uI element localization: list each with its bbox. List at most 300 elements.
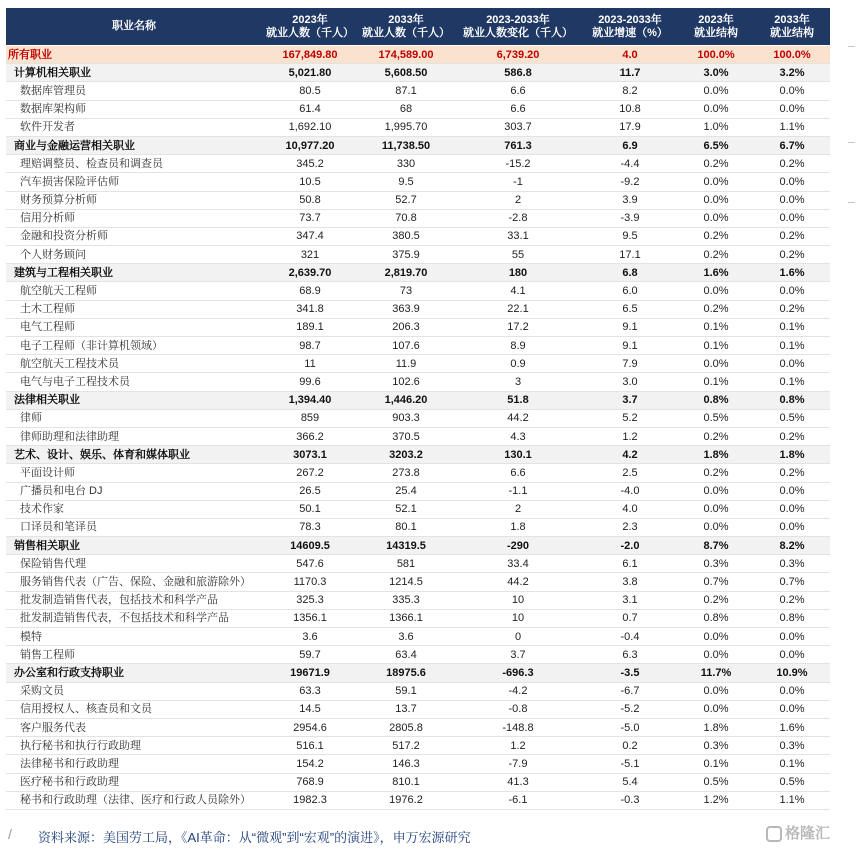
employment-growth-cell: 5.4: [582, 773, 678, 791]
employment-change-cell: 1.8: [454, 518, 582, 536]
employment-2023-cell: 154.2: [262, 755, 358, 773]
structure-2023-cell: 1.2%: [678, 791, 754, 809]
occupation-name-cell: 服务销售代表（广告、保险、金融和旅游除外）: [6, 573, 262, 591]
employment-2023-cell: 3073.1: [262, 446, 358, 464]
structure-2023-cell: 1.8%: [678, 446, 754, 464]
employment-growth-cell: 17.1: [582, 246, 678, 264]
employment-change-cell: 4.1: [454, 282, 582, 300]
structure-2033-cell: 1.6%: [754, 718, 830, 736]
occupation-name-cell: 理赔调整员、检查员和调查员: [6, 155, 262, 173]
structure-2033-cell: 1.8%: [754, 446, 830, 464]
structure-2023-cell: 0.2%: [678, 427, 754, 445]
employment-2023-cell: 99.6: [262, 373, 358, 391]
employment-2033-cell: 73: [358, 282, 454, 300]
edge-mark: /: [8, 826, 12, 842]
employment-2033-cell: 80.1: [358, 518, 454, 536]
occupation-name-cell: 软件开发者: [6, 118, 262, 136]
structure-2033-cell: 0.2%: [754, 227, 830, 245]
occupation-row: [6, 482, 830, 500]
employment-2033-cell: 1,446.20: [358, 391, 454, 409]
employment-2033-cell: 11,738.50: [358, 136, 454, 154]
employment-change-cell: -290: [454, 537, 582, 555]
occupation-row: [6, 82, 830, 100]
occupation-name-cell: 个人财务顾问: [6, 246, 262, 264]
employment-growth-cell: -2.0: [582, 537, 678, 555]
occupation-name-cell: 航空航天工程师: [6, 282, 262, 300]
employment-change-cell: -2.8: [454, 209, 582, 227]
employment-2023-cell: 1356.1: [262, 609, 358, 627]
occupation-row: [6, 427, 830, 445]
employment-2033-cell: 1366.1: [358, 609, 454, 627]
structure-2033-cell: 0.0%: [754, 191, 830, 209]
employment-growth-cell: 6.3: [582, 646, 678, 664]
employment-growth-cell: 3.0: [582, 373, 678, 391]
structure-2023-cell: 0.1%: [678, 337, 754, 355]
employment-2033-cell: 363.9: [358, 300, 454, 318]
occupation-name-cell: 所有职业: [6, 46, 262, 64]
structure-2023-cell: 0.8%: [678, 391, 754, 409]
occupation-name-cell: 电气与电子工程技术员: [6, 373, 262, 391]
category-row: [6, 391, 830, 409]
employment-growth-cell: -5.1: [582, 755, 678, 773]
employment-growth-cell: -0.3: [582, 791, 678, 809]
structure-2023-cell: 0.2%: [678, 464, 754, 482]
employment-2023-cell: 19671.9: [262, 664, 358, 682]
occupation-row: [6, 773, 830, 791]
employment-change-cell: 761.3: [454, 136, 582, 154]
employment-2023-cell: 68.9: [262, 282, 358, 300]
occupation-name-cell: 电子工程师（非计算机领域）: [6, 337, 262, 355]
occupation-name-cell: 平面设计师: [6, 464, 262, 482]
employment-2033-cell: 3.6: [358, 628, 454, 646]
employment-2033-cell: 1976.2: [358, 791, 454, 809]
employment-2023-cell: 26.5: [262, 482, 358, 500]
structure-2023-cell: 0.2%: [678, 591, 754, 609]
structure-2023-cell: 1.0%: [678, 118, 754, 136]
employment-2033-cell: 18975.6: [358, 664, 454, 682]
occupation-row: [6, 609, 830, 627]
structure-2023-cell: 8.7%: [678, 537, 754, 555]
employment-2023-cell: 1,394.40: [262, 391, 358, 409]
table-body: [6, 46, 830, 810]
structure-2023-cell: 0.0%: [678, 173, 754, 191]
structure-2033-cell: 0.0%: [754, 682, 830, 700]
structure-2033-cell: 0.2%: [754, 427, 830, 445]
structure-2033-cell: 1.1%: [754, 118, 830, 136]
structure-2023-cell: 0.0%: [678, 646, 754, 664]
employment-growth-cell: -3.9: [582, 209, 678, 227]
occupation-name-cell: 模特: [6, 628, 262, 646]
employment-2033-cell: 63.4: [358, 646, 454, 664]
employment-2023-cell: 167,849.80: [262, 46, 358, 64]
structure-2023-cell: 1.6%: [678, 264, 754, 282]
structure-2023-cell: 0.2%: [678, 227, 754, 245]
occupation-name-cell: 数据库架构师: [6, 100, 262, 118]
occupation-name-cell: 客户服务代表: [6, 718, 262, 736]
structure-2023-cell: 0.2%: [678, 155, 754, 173]
structure-2033-cell: 0.8%: [754, 609, 830, 627]
occupation-row: [6, 209, 830, 227]
occupation-row: [6, 500, 830, 518]
employment-change-cell: 6.6: [454, 464, 582, 482]
employment-growth-cell: 10.8: [582, 100, 678, 118]
employment-2023-cell: 859: [262, 409, 358, 427]
structure-2023-cell: 0.0%: [678, 82, 754, 100]
structure-2023-cell: 0.1%: [678, 755, 754, 773]
occupation-name-cell: 批发制造销售代表，包括技术和科学产品: [6, 591, 262, 609]
structure-2033-cell: 0.0%: [754, 646, 830, 664]
employment-change-cell: -148.8: [454, 718, 582, 736]
occupation-row: [6, 373, 830, 391]
watermark-logo-icon: [766, 826, 782, 842]
employment-change-cell: 22.1: [454, 300, 582, 318]
employment-2023-cell: 516.1: [262, 737, 358, 755]
employment-change-cell: 8.9: [454, 337, 582, 355]
employment-2023-cell: 2954.6: [262, 718, 358, 736]
structure-2033-cell: 0.0%: [754, 482, 830, 500]
occupation-name-cell: 批发制造销售代表，不包括技术和科学产品: [6, 609, 262, 627]
structure-2033-cell: 0.0%: [754, 282, 830, 300]
employment-2033-cell: 14319.5: [358, 537, 454, 555]
employment-change-cell: 2: [454, 500, 582, 518]
occupation-name-cell: 金融和投资分析师: [6, 227, 262, 245]
employment-growth-cell: 5.2: [582, 409, 678, 427]
occupation-row: [6, 155, 830, 173]
header-2033-structure: 2033年 就业结构: [754, 8, 830, 46]
employment-growth-cell: 4.0: [582, 500, 678, 518]
structure-2033-cell: 8.2%: [754, 537, 830, 555]
employment-2033-cell: 102.6: [358, 373, 454, 391]
occupation-name-cell: 信用分析师: [6, 209, 262, 227]
employment-2033-cell: 273.8: [358, 464, 454, 482]
employment-change-cell: 41.3: [454, 773, 582, 791]
structure-2033-cell: 0.8%: [754, 391, 830, 409]
structure-2023-cell: 0.1%: [678, 318, 754, 336]
employment-2023-cell: 59.7: [262, 646, 358, 664]
employment-change-cell: 55: [454, 246, 582, 264]
structure-2023-cell: 0.1%: [678, 373, 754, 391]
employment-growth-cell: 7.9: [582, 355, 678, 373]
employment-2033-cell: 107.6: [358, 337, 454, 355]
structure-2033-cell: 0.0%: [754, 173, 830, 191]
structure-2023-cell: 0.0%: [678, 518, 754, 536]
structure-2033-cell: 100.0%: [754, 46, 830, 64]
employment-change-cell: 3: [454, 373, 582, 391]
category-row: [6, 136, 830, 154]
employment-change-cell: -1: [454, 173, 582, 191]
employment-growth-cell: 11.7: [582, 64, 678, 82]
employment-2033-cell: 2805.8: [358, 718, 454, 736]
employment-2033-cell: 68: [358, 100, 454, 118]
occupation-name-cell: 数据库管理员: [6, 82, 262, 100]
employment-change-cell: 44.2: [454, 409, 582, 427]
employment-2023-cell: 10,977.20: [262, 136, 358, 154]
employment-growth-cell: 3.7: [582, 391, 678, 409]
structure-2033-cell: 0.3%: [754, 555, 830, 573]
employment-2023-cell: 1170.3: [262, 573, 358, 591]
structure-2023-cell: 0.0%: [678, 282, 754, 300]
occupation-row: [6, 118, 830, 136]
employment-2023-cell: 11: [262, 355, 358, 373]
occupation-name-cell: 土木工程师: [6, 300, 262, 318]
structure-2023-cell: 0.7%: [678, 573, 754, 591]
employment-change-cell: -7.9: [454, 755, 582, 773]
employment-growth-cell: 4.2: [582, 446, 678, 464]
employment-growth-cell: 6.1: [582, 555, 678, 573]
employment-change-cell: 303.7: [454, 118, 582, 136]
structure-2033-cell: 0.0%: [754, 628, 830, 646]
occupation-row: [6, 282, 830, 300]
structure-2023-cell: 0.0%: [678, 628, 754, 646]
employment-growth-cell: -0.4: [582, 628, 678, 646]
occupation-name-cell: 广播员和电台 DJ: [6, 482, 262, 500]
occupation-row: [6, 628, 830, 646]
structure-2023-cell: 0.0%: [678, 682, 754, 700]
employment-growth-cell: 9.1: [582, 318, 678, 336]
structure-2023-cell: 0.0%: [678, 500, 754, 518]
employment-change-cell: 0: [454, 628, 582, 646]
employment-2023-cell: 14609.5: [262, 537, 358, 555]
occupation-row: [6, 555, 830, 573]
structure-2033-cell: 1.1%: [754, 791, 830, 809]
employment-2033-cell: 25.4: [358, 482, 454, 500]
occupation-name-cell: 销售工程师: [6, 646, 262, 664]
structure-2023-cell: 6.5%: [678, 136, 754, 154]
occupation-row: [6, 318, 830, 336]
structure-2033-cell: 0.0%: [754, 500, 830, 518]
structure-2023-cell: 0.0%: [678, 191, 754, 209]
employment-change-cell: 6.6: [454, 82, 582, 100]
structure-2023-cell: 0.0%: [678, 700, 754, 718]
structure-2033-cell: 6.7%: [754, 136, 830, 154]
employment-growth-cell: -5.0: [582, 718, 678, 736]
category-row: [6, 664, 830, 682]
employment-growth-cell: -3.5: [582, 664, 678, 682]
structure-2033-cell: 3.2%: [754, 64, 830, 82]
employment-2033-cell: 1214.5: [358, 573, 454, 591]
structure-2023-cell: 0.0%: [678, 482, 754, 500]
employment-2033-cell: 330: [358, 155, 454, 173]
structure-2033-cell: 0.1%: [754, 373, 830, 391]
structure-2033-cell: 1.6%: [754, 264, 830, 282]
employment-2023-cell: 63.3: [262, 682, 358, 700]
structure-2033-cell: 0.0%: [754, 82, 830, 100]
employment-growth-cell: 3.9: [582, 191, 678, 209]
employment-2023-cell: 345.2: [262, 155, 358, 173]
employment-2023-cell: 78.3: [262, 518, 358, 536]
occupation-row: [6, 191, 830, 209]
structure-2023-cell: 0.3%: [678, 737, 754, 755]
employment-2033-cell: 810.1: [358, 773, 454, 791]
employment-2033-cell: 335.3: [358, 591, 454, 609]
employment-growth-cell: 6.8: [582, 264, 678, 282]
structure-2023-cell: 0.0%: [678, 100, 754, 118]
occupation-name-cell: 艺术、设计、娱乐、体育和媒体职业: [6, 446, 262, 464]
occupation-row: [6, 100, 830, 118]
occupation-name-cell: 销售相关职业: [6, 537, 262, 555]
structure-2033-cell: 0.0%: [754, 209, 830, 227]
employment-2033-cell: 2,819.70: [358, 264, 454, 282]
edge-mark: ¯: [848, 200, 855, 214]
structure-2033-cell: 0.0%: [754, 355, 830, 373]
employment-change-cell: 2: [454, 191, 582, 209]
structure-2023-cell: 100.0%: [678, 46, 754, 64]
occupation-name-cell: 财务预算分析师: [6, 191, 262, 209]
employment-change-cell: 33.4: [454, 555, 582, 573]
structure-2033-cell: 0.2%: [754, 155, 830, 173]
table-header: [6, 8, 830, 46]
edge-mark: ¯: [848, 44, 855, 58]
occupation-row: [6, 646, 830, 664]
employment-change-cell: 130.1: [454, 446, 582, 464]
employment-growth-cell: 1.2: [582, 427, 678, 445]
header-2023-structure: 2023年 就业结构: [678, 8, 754, 46]
occupation-name-cell: 律师助理和法律助理: [6, 427, 262, 445]
employment-2033-cell: 87.1: [358, 82, 454, 100]
employment-2023-cell: 267.2: [262, 464, 358, 482]
employment-2023-cell: 3.6: [262, 628, 358, 646]
employment-growth-cell: 3.8: [582, 573, 678, 591]
employment-2023-cell: 1,692.10: [262, 118, 358, 136]
category-row: [6, 446, 830, 464]
structure-2033-cell: 0.5%: [754, 773, 830, 791]
structure-2033-cell: 10.9%: [754, 664, 830, 682]
employment-growth-cell: -5.2: [582, 700, 678, 718]
occupation-row: [6, 591, 830, 609]
edge-mark: ¯: [848, 140, 855, 154]
employment-2033-cell: 375.9: [358, 246, 454, 264]
employment-change-cell: -15.2: [454, 155, 582, 173]
employment-change-cell: -696.3: [454, 664, 582, 682]
occupation-row: [6, 737, 830, 755]
category-row: [6, 264, 830, 282]
employment-growth-cell: 6.9: [582, 136, 678, 154]
employment-2023-cell: 73.7: [262, 209, 358, 227]
occupation-name-cell: 商业与金融运营相关职业: [6, 136, 262, 154]
total-row: [6, 46, 830, 64]
employment-2033-cell: 1,995.70: [358, 118, 454, 136]
employment-growth-cell: 3.1: [582, 591, 678, 609]
employment-change-cell: 4.3: [454, 427, 582, 445]
employment-change-cell: 1.2: [454, 737, 582, 755]
occupation-name-cell: 电气工程师: [6, 318, 262, 336]
employment-2033-cell: 13.7: [358, 700, 454, 718]
structure-2033-cell: 0.2%: [754, 591, 830, 609]
employment-2033-cell: 206.3: [358, 318, 454, 336]
occupation-name-cell: 法律相关职业: [6, 391, 262, 409]
employment-2033-cell: 59.1: [358, 682, 454, 700]
employment-growth-cell: -4.0: [582, 482, 678, 500]
employment-2023-cell: 547.6: [262, 555, 358, 573]
employment-growth-cell: -6.7: [582, 682, 678, 700]
employment-change-cell: -1.1: [454, 482, 582, 500]
employment-growth-cell: 8.2: [582, 82, 678, 100]
structure-2033-cell: 0.1%: [754, 318, 830, 336]
occupation-name-cell: 办公室和行政支持职业: [6, 664, 262, 682]
employment-2033-cell: 52.1: [358, 500, 454, 518]
employment-2023-cell: 366.2: [262, 427, 358, 445]
occupation-name-cell: 计算机相关职业: [6, 64, 262, 82]
employment-change-cell: 17.2: [454, 318, 582, 336]
category-row: [6, 537, 830, 555]
employment-2023-cell: 1982.3: [262, 791, 358, 809]
employment-growth-cell: 4.0: [582, 46, 678, 64]
employment-change-cell: 51.8: [454, 391, 582, 409]
occupation-employment-table-container: [6, 8, 830, 810]
employment-growth-cell: 0.7: [582, 609, 678, 627]
employment-2033-cell: 5,608.50: [358, 64, 454, 82]
occupation-name-cell: 执行秘书和执行行政助理: [6, 737, 262, 755]
employment-growth-cell: 9.5: [582, 227, 678, 245]
employment-2023-cell: 10.5: [262, 173, 358, 191]
employment-growth-cell: 2.3: [582, 518, 678, 536]
structure-2033-cell: 0.5%: [754, 409, 830, 427]
source-note: 资料来源：美国劳工局，《AI革命：从“微观”到“宏观”的演进》，申万宏源研究: [38, 830, 471, 845]
occupation-row: [6, 573, 830, 591]
employment-2033-cell: 70.8: [358, 209, 454, 227]
employment-2023-cell: 341.8: [262, 300, 358, 318]
employment-change-cell: 586.8: [454, 64, 582, 82]
employment-growth-cell: 0.2: [582, 737, 678, 755]
employment-2023-cell: 98.7: [262, 337, 358, 355]
employment-change-cell: 10: [454, 609, 582, 627]
employment-2033-cell: 52.7: [358, 191, 454, 209]
structure-2033-cell: 0.2%: [754, 300, 830, 318]
occupation-name-cell: 采购文员: [6, 682, 262, 700]
structure-2023-cell: 0.2%: [678, 246, 754, 264]
employment-2033-cell: 581: [358, 555, 454, 573]
header-2023-employment: 2023年 就业人数（千人）: [262, 8, 358, 46]
occupation-row: [6, 355, 830, 373]
structure-2023-cell: 0.8%: [678, 609, 754, 627]
employment-change-cell: 6.6: [454, 100, 582, 118]
employment-change-cell: -6.1: [454, 791, 582, 809]
structure-2033-cell: 0.0%: [754, 518, 830, 536]
employment-2033-cell: 11.9: [358, 355, 454, 373]
employment-2023-cell: 325.3: [262, 591, 358, 609]
occupation-name-cell: 信用授权人、核查员和文员: [6, 700, 262, 718]
structure-2033-cell: 0.0%: [754, 700, 830, 718]
employment-growth-cell: -4.4: [582, 155, 678, 173]
structure-2023-cell: 0.0%: [678, 355, 754, 373]
structure-2033-cell: 0.3%: [754, 737, 830, 755]
employment-growth-cell: 6.5: [582, 300, 678, 318]
occupation-row: [6, 464, 830, 482]
employment-2023-cell: 80.5: [262, 82, 358, 100]
employment-2033-cell: 3203.2: [358, 446, 454, 464]
employment-growth-cell: 6.0: [582, 282, 678, 300]
employment-2023-cell: 50.8: [262, 191, 358, 209]
occupation-row: [6, 300, 830, 318]
occupation-row: [6, 246, 830, 264]
occupation-row: [6, 755, 830, 773]
employment-2033-cell: 174,589.00: [358, 46, 454, 64]
structure-2023-cell: 0.0%: [678, 209, 754, 227]
structure-2023-cell: 11.7%: [678, 664, 754, 682]
employment-2033-cell: 903.3: [358, 409, 454, 427]
structure-2023-cell: 3.0%: [678, 64, 754, 82]
structure-2033-cell: 0.7%: [754, 573, 830, 591]
employment-2023-cell: 5,021.80: [262, 64, 358, 82]
header-2033-employment: 2033年 就业人数（千人）: [358, 8, 454, 46]
employment-growth-cell: -9.2: [582, 173, 678, 191]
occupation-row: [6, 337, 830, 355]
employment-2023-cell: 189.1: [262, 318, 358, 336]
employment-2033-cell: 517.2: [358, 737, 454, 755]
occupation-name-cell: 医疗秘书和行政助理: [6, 773, 262, 791]
occupation-name-cell: 口译员和笔译员: [6, 518, 262, 536]
occupation-row: [6, 718, 830, 736]
